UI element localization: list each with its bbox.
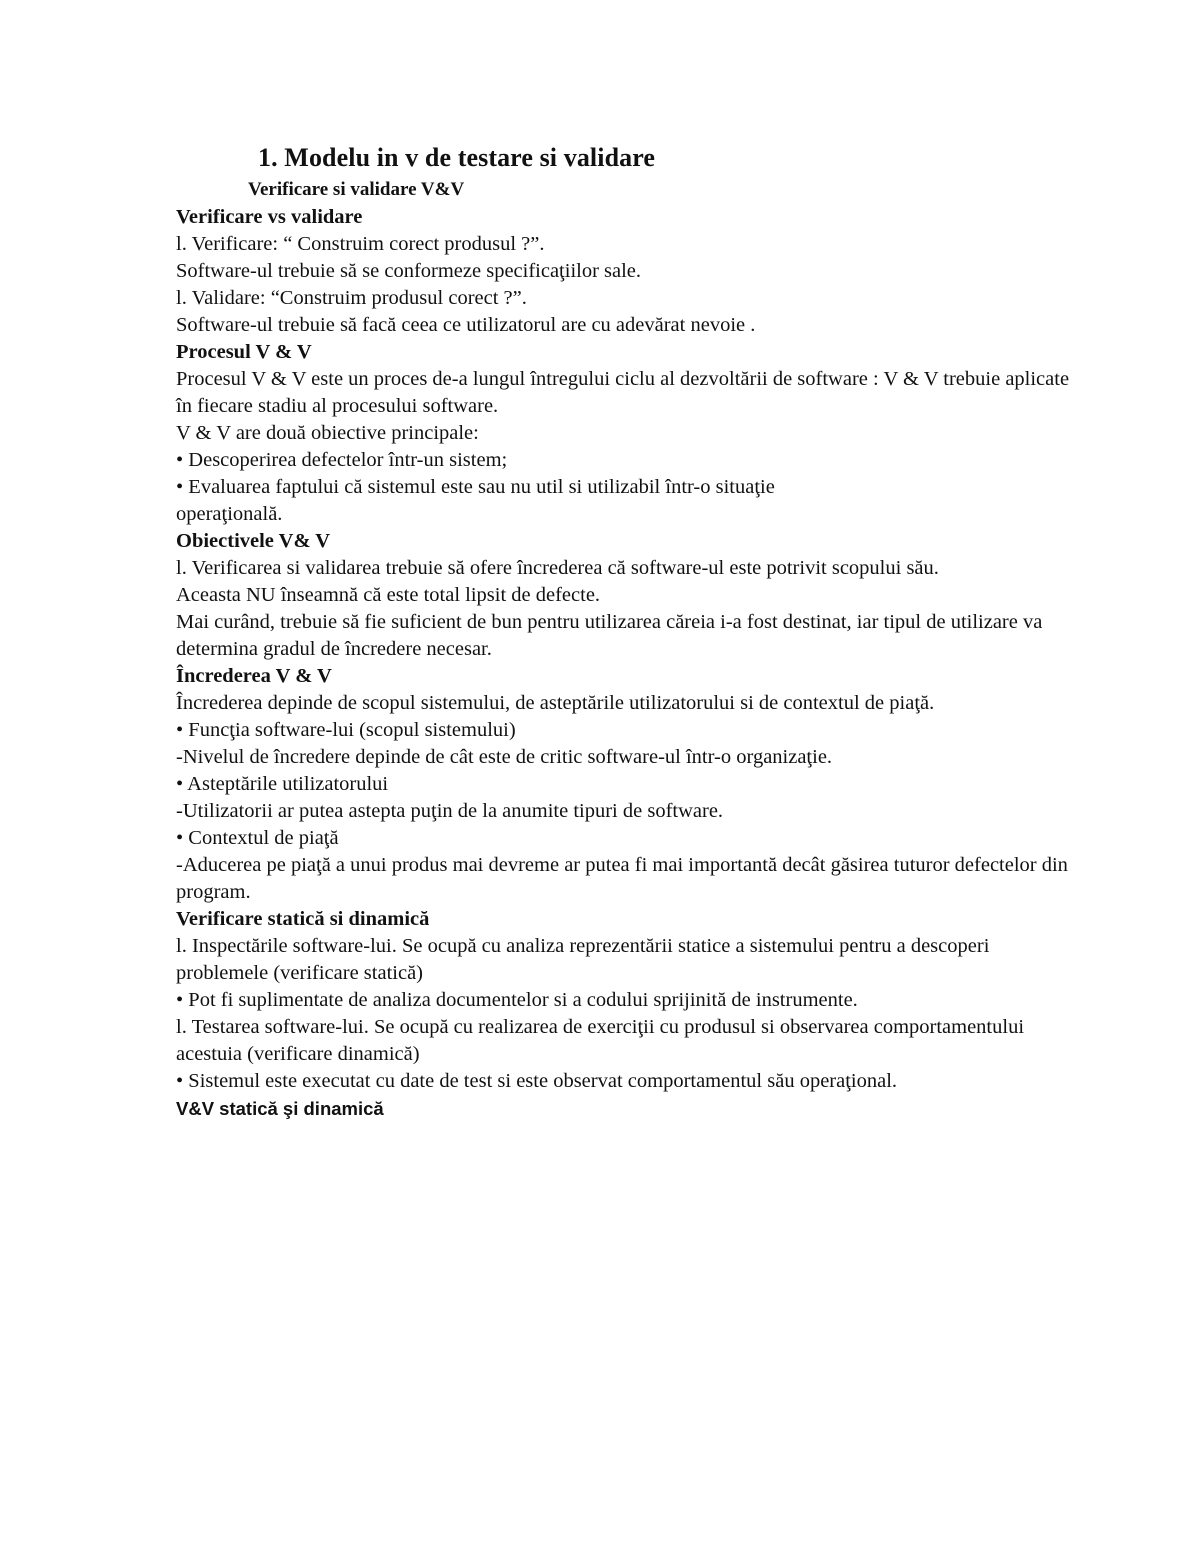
paragraph: l. Testarea software-lui. Se ocupă cu realizarea de exerciţii cu produsul si observarea comportamentului acestuia (verificare dinamică) <box>176 1016 1025 1065</box>
document-subtitle: Verificare si validare V&V <box>248 179 465 200</box>
section-heading-increderea: Încrederea V & V <box>176 665 332 687</box>
paragraph: V & V are două obiective principale: <box>176 422 479 444</box>
bullet-item: • Contextul de piaţă <box>176 827 339 849</box>
bullet-item: • Asteptările utilizatorului <box>176 773 389 795</box>
paragraph: l. Verificare: “ Construim corect produsul ?”. <box>176 233 545 255</box>
document-body <box>176 140 1076 1122</box>
paragraph: Aceasta NU înseamnă că este total lipsit de defecte. <box>176 584 601 606</box>
paragraph: l. Verificarea si validarea trebuie să ofere încrederea că software-ul este potrivit scopului său. <box>176 557 939 579</box>
section-heading-procesul: Procesul V & V <box>176 341 312 363</box>
paragraph: -Aducerea pe piaţă a unui produs mai devreme ar putea fi mai importantă decât găsirea tuturor defectelor din program. <box>176 854 1068 903</box>
bullet-item: • Funcţia software-lui (scopul sistemului) <box>176 719 516 741</box>
bullet-item: • Sistemul este executat cu date de test si este observat comportamentul său operaţional. <box>176 1070 898 1092</box>
section-heading-vv-statica-dinamica: V&V statică şi dinamică <box>176 1098 384 1119</box>
document-title: 1. Modelu in v de testare si validare <box>258 143 656 172</box>
paragraph: Software-ul trebuie să se conformeze specificaţiilor sale. <box>176 260 642 282</box>
paragraph: Mai curând, trebuie să fie suficient de bun pentru utilizarea căreia i-a fost destinat, iar tipul de utilizare va determina gradul de încredere necesar. <box>176 611 1043 660</box>
section-heading-verificare-vs-validare: Verificare vs validare <box>176 206 363 228</box>
paragraph: Software-ul trebuie să facă ceea ce utilizatorul are cu adevărat nevoie . <box>176 314 756 336</box>
bullet-item: • Descoperirea defectelor într-un sistem; <box>176 449 508 471</box>
section-heading-obiectivele: Obiectivele V& V <box>176 530 331 552</box>
paragraph: l. Inspectările software-lui. Se ocupă cu analiza reprezentării statice a sistemului pentru a descoperi problemele (verificare statică) <box>176 935 990 984</box>
paragraph: Încrederea depinde de scopul sistemului, de asteptările utilizatorului si de contextul de piaţă. <box>176 692 935 714</box>
bullet-item: • Pot fi suplimentate de analiza documentelor si a codului sprijinită de instrumente. <box>176 989 858 1011</box>
paragraph: -Nivelul de încredere depinde de cât este de critic software-ul într-o organizaţie. <box>176 746 833 768</box>
paragraph: l. Validare: “Construim produsul corect ?”. <box>176 287 527 309</box>
bullet-item: • Evaluarea faptului că sistemul este sau nu util si utilizabil într-o situaţie <box>176 476 775 498</box>
paragraph: Procesul V & V este un proces de-a lungul întregului ciclu al dezvoltării de software : V & V trebuie aplicate în fiecare stadiu al procesului software. <box>176 368 1070 417</box>
paragraph: operaţională. <box>176 503 283 525</box>
paragraph: -Utilizatorii ar putea astepta puţin de la anumite tipuri de software. <box>176 800 724 822</box>
section-heading-verificare-statica: Verificare statică si dinamică <box>176 908 430 930</box>
